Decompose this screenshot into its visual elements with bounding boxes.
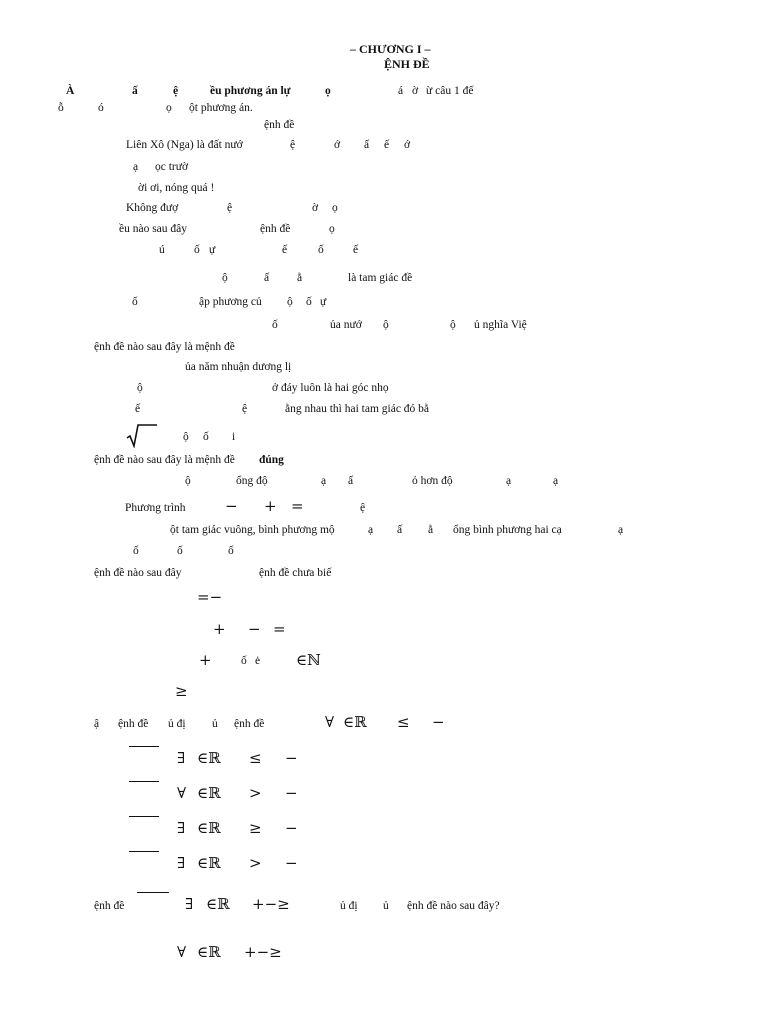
option-text: ệ xyxy=(227,202,233,214)
minus-sign: − xyxy=(285,784,298,802)
intro-text: ều phương án lự xyxy=(210,85,291,97)
inequality-expression: +−≥ xyxy=(244,943,282,961)
stem-text: ọ xyxy=(329,223,335,235)
option-text: ấ xyxy=(397,524,403,536)
minus-sign: − xyxy=(285,819,298,837)
minus-sign: − xyxy=(285,749,298,767)
intro-text: ệ xyxy=(173,85,179,97)
real-numbers-symbol: ∈ℝ xyxy=(197,943,221,961)
leq-symbol: ≤ xyxy=(249,749,262,767)
minus-sign: − xyxy=(432,713,445,731)
option-text: ấ xyxy=(364,139,370,151)
option-text: ộ xyxy=(287,296,293,308)
stem-text: ệnh đề chưa biế xyxy=(259,567,332,579)
stem-text: ệnh đề xyxy=(94,900,125,912)
option-text: ệ xyxy=(242,403,248,415)
exists-symbol: ∃ xyxy=(177,819,186,837)
q3-stem: ệnh đề nào sau đây là mệnh đề xyxy=(94,341,235,353)
option-text: ạ xyxy=(618,524,624,536)
option-text: ė xyxy=(255,655,261,667)
option-text: ạ xyxy=(133,161,139,173)
option-text: ấ xyxy=(264,272,270,284)
minus-sign: − xyxy=(285,854,298,872)
option-text: ố xyxy=(241,655,247,667)
intro-text: ờ xyxy=(412,85,419,97)
stem-text: ều nào sau đây xyxy=(119,223,188,235)
stem-text: ệnh đề xyxy=(234,718,265,730)
option-text: ộ xyxy=(222,272,228,284)
option-text: là tam giác đề xyxy=(348,272,413,284)
intro-text: À xyxy=(66,85,75,97)
option-text: ố xyxy=(194,244,200,256)
inequality-expression: +−≥ xyxy=(252,895,290,913)
negation-bar xyxy=(129,746,159,747)
option-text: ố xyxy=(318,244,324,256)
option-text: ủ nghĩa Việ xyxy=(474,319,527,331)
intro-text: ó xyxy=(98,102,104,114)
option-text: ộ xyxy=(185,475,191,487)
option-text: ớ xyxy=(404,139,411,151)
option-text: ế xyxy=(135,403,141,415)
stem-text: ệnh đề nào sau đây là mệnh đề xyxy=(94,454,235,466)
exists-symbol: ∃ xyxy=(185,895,194,913)
minus-sign: − xyxy=(248,620,261,638)
intro-text: ấ xyxy=(132,85,138,97)
negation-bar xyxy=(129,781,159,782)
stem-text: ậ xyxy=(94,718,100,730)
q1-option-c: ời ơi, nóng quá ! xyxy=(138,182,215,194)
option-text: ố xyxy=(177,545,183,557)
option-text: ấ xyxy=(348,475,354,487)
real-numbers-symbol: ∈ℝ xyxy=(343,713,367,731)
stem-text: ủ đị xyxy=(168,718,186,730)
negation-bar xyxy=(137,892,169,893)
minus-sign: − xyxy=(225,497,238,515)
exists-symbol: ∃ xyxy=(177,854,186,872)
chapter-subtitle: ỆNH ĐỀ xyxy=(384,57,430,71)
forall-symbol: ∀ xyxy=(177,943,187,961)
gt-symbol: > xyxy=(249,854,262,872)
option-text: ộ xyxy=(450,319,456,331)
option-text: ú xyxy=(159,244,165,256)
plus-sign: + xyxy=(264,497,277,515)
option-text: ỏ hơn độ xyxy=(412,475,453,487)
option-text: Không đượ xyxy=(126,202,179,214)
stem-text: ệnh đề xyxy=(118,718,149,730)
option-text: ự xyxy=(320,296,327,308)
option-text: ố xyxy=(133,545,139,557)
q5-option-a: =− xyxy=(197,588,223,606)
option-text: ố xyxy=(228,545,234,557)
q3-option-a: ủa năm nhuận dương lị xyxy=(185,361,292,373)
option-text: ế xyxy=(353,244,359,256)
option-text: ột tam giác vuông, bình phương mộ xyxy=(170,524,335,536)
option-text: ập phương củ xyxy=(199,296,262,308)
equals-sign: = xyxy=(273,620,286,638)
option-text: ủa nướ xyxy=(330,319,362,331)
equals-sign: = xyxy=(291,497,304,515)
option-text: ế xyxy=(384,139,390,151)
stem-text: ệnh đề nào sau đây xyxy=(94,567,182,579)
q5-option-d: ≥ xyxy=(175,682,188,700)
real-numbers-symbol: ∈ℝ xyxy=(206,895,230,913)
gt-symbol: > xyxy=(249,784,262,802)
plus-sign: + xyxy=(199,651,212,669)
option-text: ệ xyxy=(360,502,366,514)
option-text: ạ xyxy=(321,475,327,487)
option-text: ố xyxy=(306,296,312,308)
option-text: ộ xyxy=(383,319,389,331)
square-root-icon xyxy=(126,424,158,448)
negation-bar xyxy=(129,851,159,852)
forall-symbol: ∀ xyxy=(177,784,187,802)
stem-text: ủ xyxy=(212,718,218,730)
option-text: ạ xyxy=(368,524,374,536)
option-text: ổng độ xyxy=(236,475,268,487)
intro-text: ọ xyxy=(325,85,331,97)
intro-text: á xyxy=(398,85,404,97)
real-numbers-symbol: ∈ℝ xyxy=(197,784,221,802)
stem-text: ệnh đề xyxy=(260,223,291,235)
option-text: i xyxy=(232,431,236,443)
forall-symbol: ∀ xyxy=(325,713,335,731)
natural-numbers-symbol: ∈ℕ xyxy=(296,651,321,669)
intro-text: ừ câu 1 đế xyxy=(426,85,474,97)
option-text: ố xyxy=(132,296,138,308)
leq-symbol: ≤ xyxy=(397,713,410,731)
geq-symbol: ≥ xyxy=(249,819,262,837)
stem-text: ủ đị xyxy=(340,900,358,912)
chapter-title: – CHƯƠNG I – xyxy=(350,42,431,56)
stem-emphasis: đúng xyxy=(259,454,284,466)
option-text: ạ xyxy=(553,475,559,487)
exists-symbol: ∃ xyxy=(177,749,186,767)
option-text: ớ xyxy=(334,139,341,151)
option-text: ố xyxy=(203,431,209,443)
option-text: ọc trườ xyxy=(155,161,189,173)
intro-line-3: ệnh đề xyxy=(264,119,295,131)
option-text: ằ xyxy=(428,524,434,536)
option-text: ổng bình phương hai cạ xyxy=(453,524,562,536)
intro-text: ỗ xyxy=(58,102,64,114)
option-text: ự xyxy=(209,244,216,256)
option-text: ế xyxy=(282,244,288,256)
real-numbers-symbol: ∈ℝ xyxy=(197,749,221,767)
negation-bar xyxy=(129,816,159,817)
intro-text: ột phương án. xyxy=(189,102,253,114)
option-text: ọ xyxy=(332,202,338,214)
option-text: ằ xyxy=(297,272,303,284)
stem-text: ệnh đề nào sau đây? xyxy=(407,900,500,912)
option-text: ờ xyxy=(312,202,319,214)
plus-sign: + xyxy=(213,620,226,638)
option-text: ằng nhau thì hai tam giác đó bằ xyxy=(285,403,430,415)
real-numbers-symbol: ∈ℝ xyxy=(197,819,221,837)
real-numbers-symbol: ∈ℝ xyxy=(197,854,221,872)
option-text: ộ xyxy=(183,431,189,443)
option-text: ố xyxy=(272,319,278,331)
option-text: Phương trình xyxy=(125,502,186,514)
option-text: ở đáy luôn là hai góc nhọ xyxy=(272,382,389,394)
stem-text: ủ xyxy=(383,900,389,912)
intro-text: ọ xyxy=(166,102,172,114)
option-text: ạ xyxy=(506,475,512,487)
option-text: ộ xyxy=(137,382,143,394)
option-text: Liên Xô (Nga) là đất nướ xyxy=(126,139,243,151)
option-text: ệ xyxy=(290,139,296,151)
